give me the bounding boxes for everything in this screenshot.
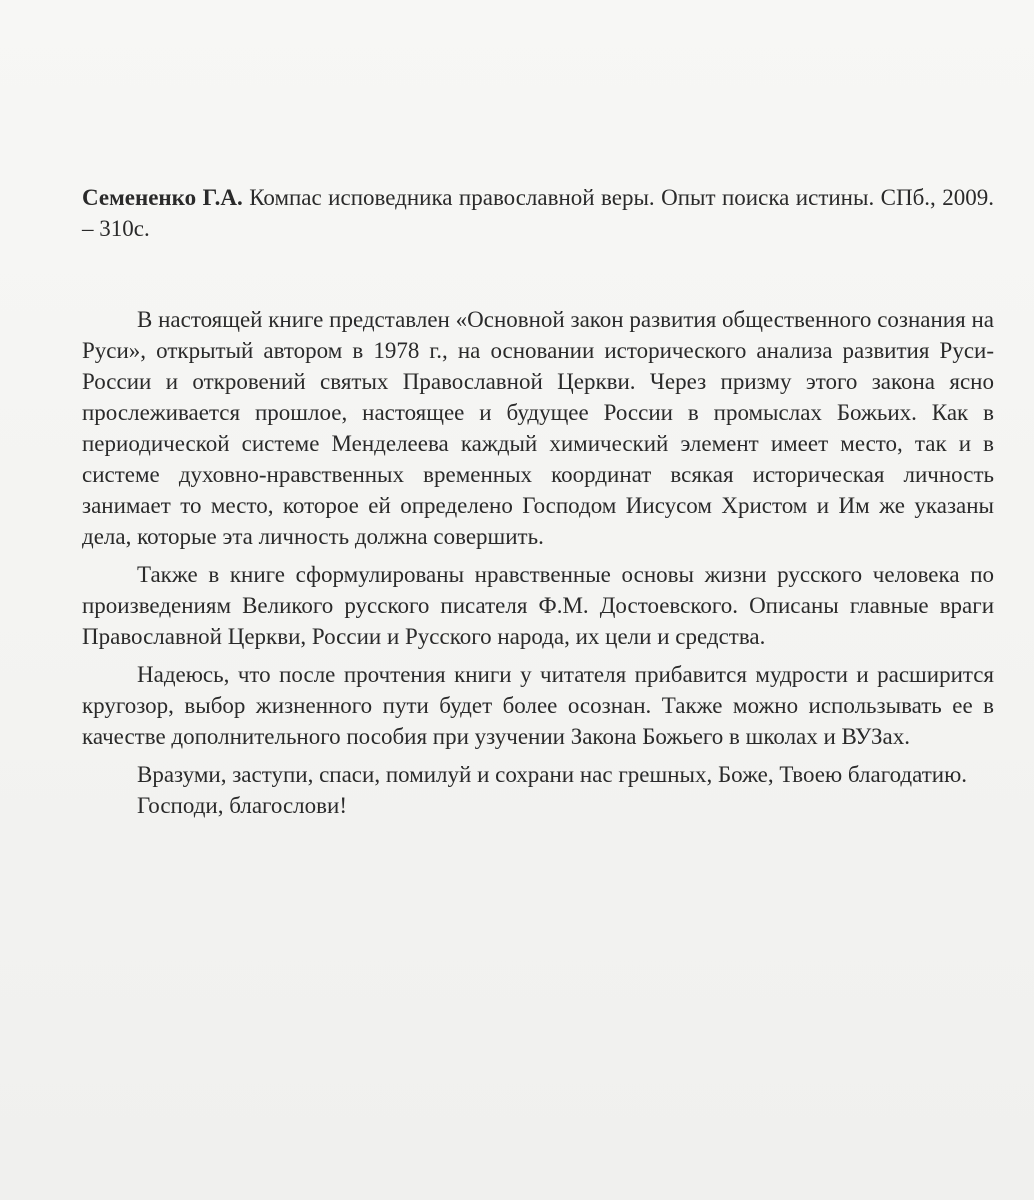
paragraph-dostoevsky: Также в книге сформулированы нравственные основы жизни русского человека по произведениям Великого русского писателя Ф.М. Достоевского. Описаны главные враги Православной Церкви, России и Русского народа, их цели и средства. bbox=[82, 562, 994, 649]
annotation-text bbox=[82, 304, 994, 821]
paragraph-blessing: Господи, благослови! bbox=[137, 793, 347, 818]
author-name: Семененко Г.А. bbox=[82, 185, 243, 210]
bibliographic-reference bbox=[82, 182, 994, 244]
book-reference: Компас исповедника православной веры. Опыт поиска истины. СПб., 2009. – 310с. bbox=[82, 185, 994, 241]
paragraph-intro: В настоящей книге представлен «Основной закон развития общественного сознания на Руси», открытый автором в 1978 г., на основании исторического анализа развития Руси-России и откровений святых Православной Церкви. Через призму этого закона ясно прослеживается прошлое, настоящее и будущее России в промыслах Божьих. Как в периодической системе Менделеева каждый химический элемент имеет место, так и в системе духовно-нравственных временных координат всякая историческая личность занимает то место, которое ей определено Господом Иисусом Христом и Им же указаны дела, которые эта личность должна совершить. bbox=[82, 307, 994, 549]
paragraph-prayer: Вразуми, заступи, спаси, помилуй и сохрани нас грешных, Боже, Твоею благодатию. bbox=[137, 762, 968, 787]
paragraph-hope: Надеюсь, что после прочтения книги у читателя прибавится мудрости и расширится кругозор, выбор жизненного пути будет более осознан. Также можно использывать ее в качестве дополнительного пособия при узучении Закона Божьего в школах и ВУЗах. bbox=[82, 662, 994, 749]
